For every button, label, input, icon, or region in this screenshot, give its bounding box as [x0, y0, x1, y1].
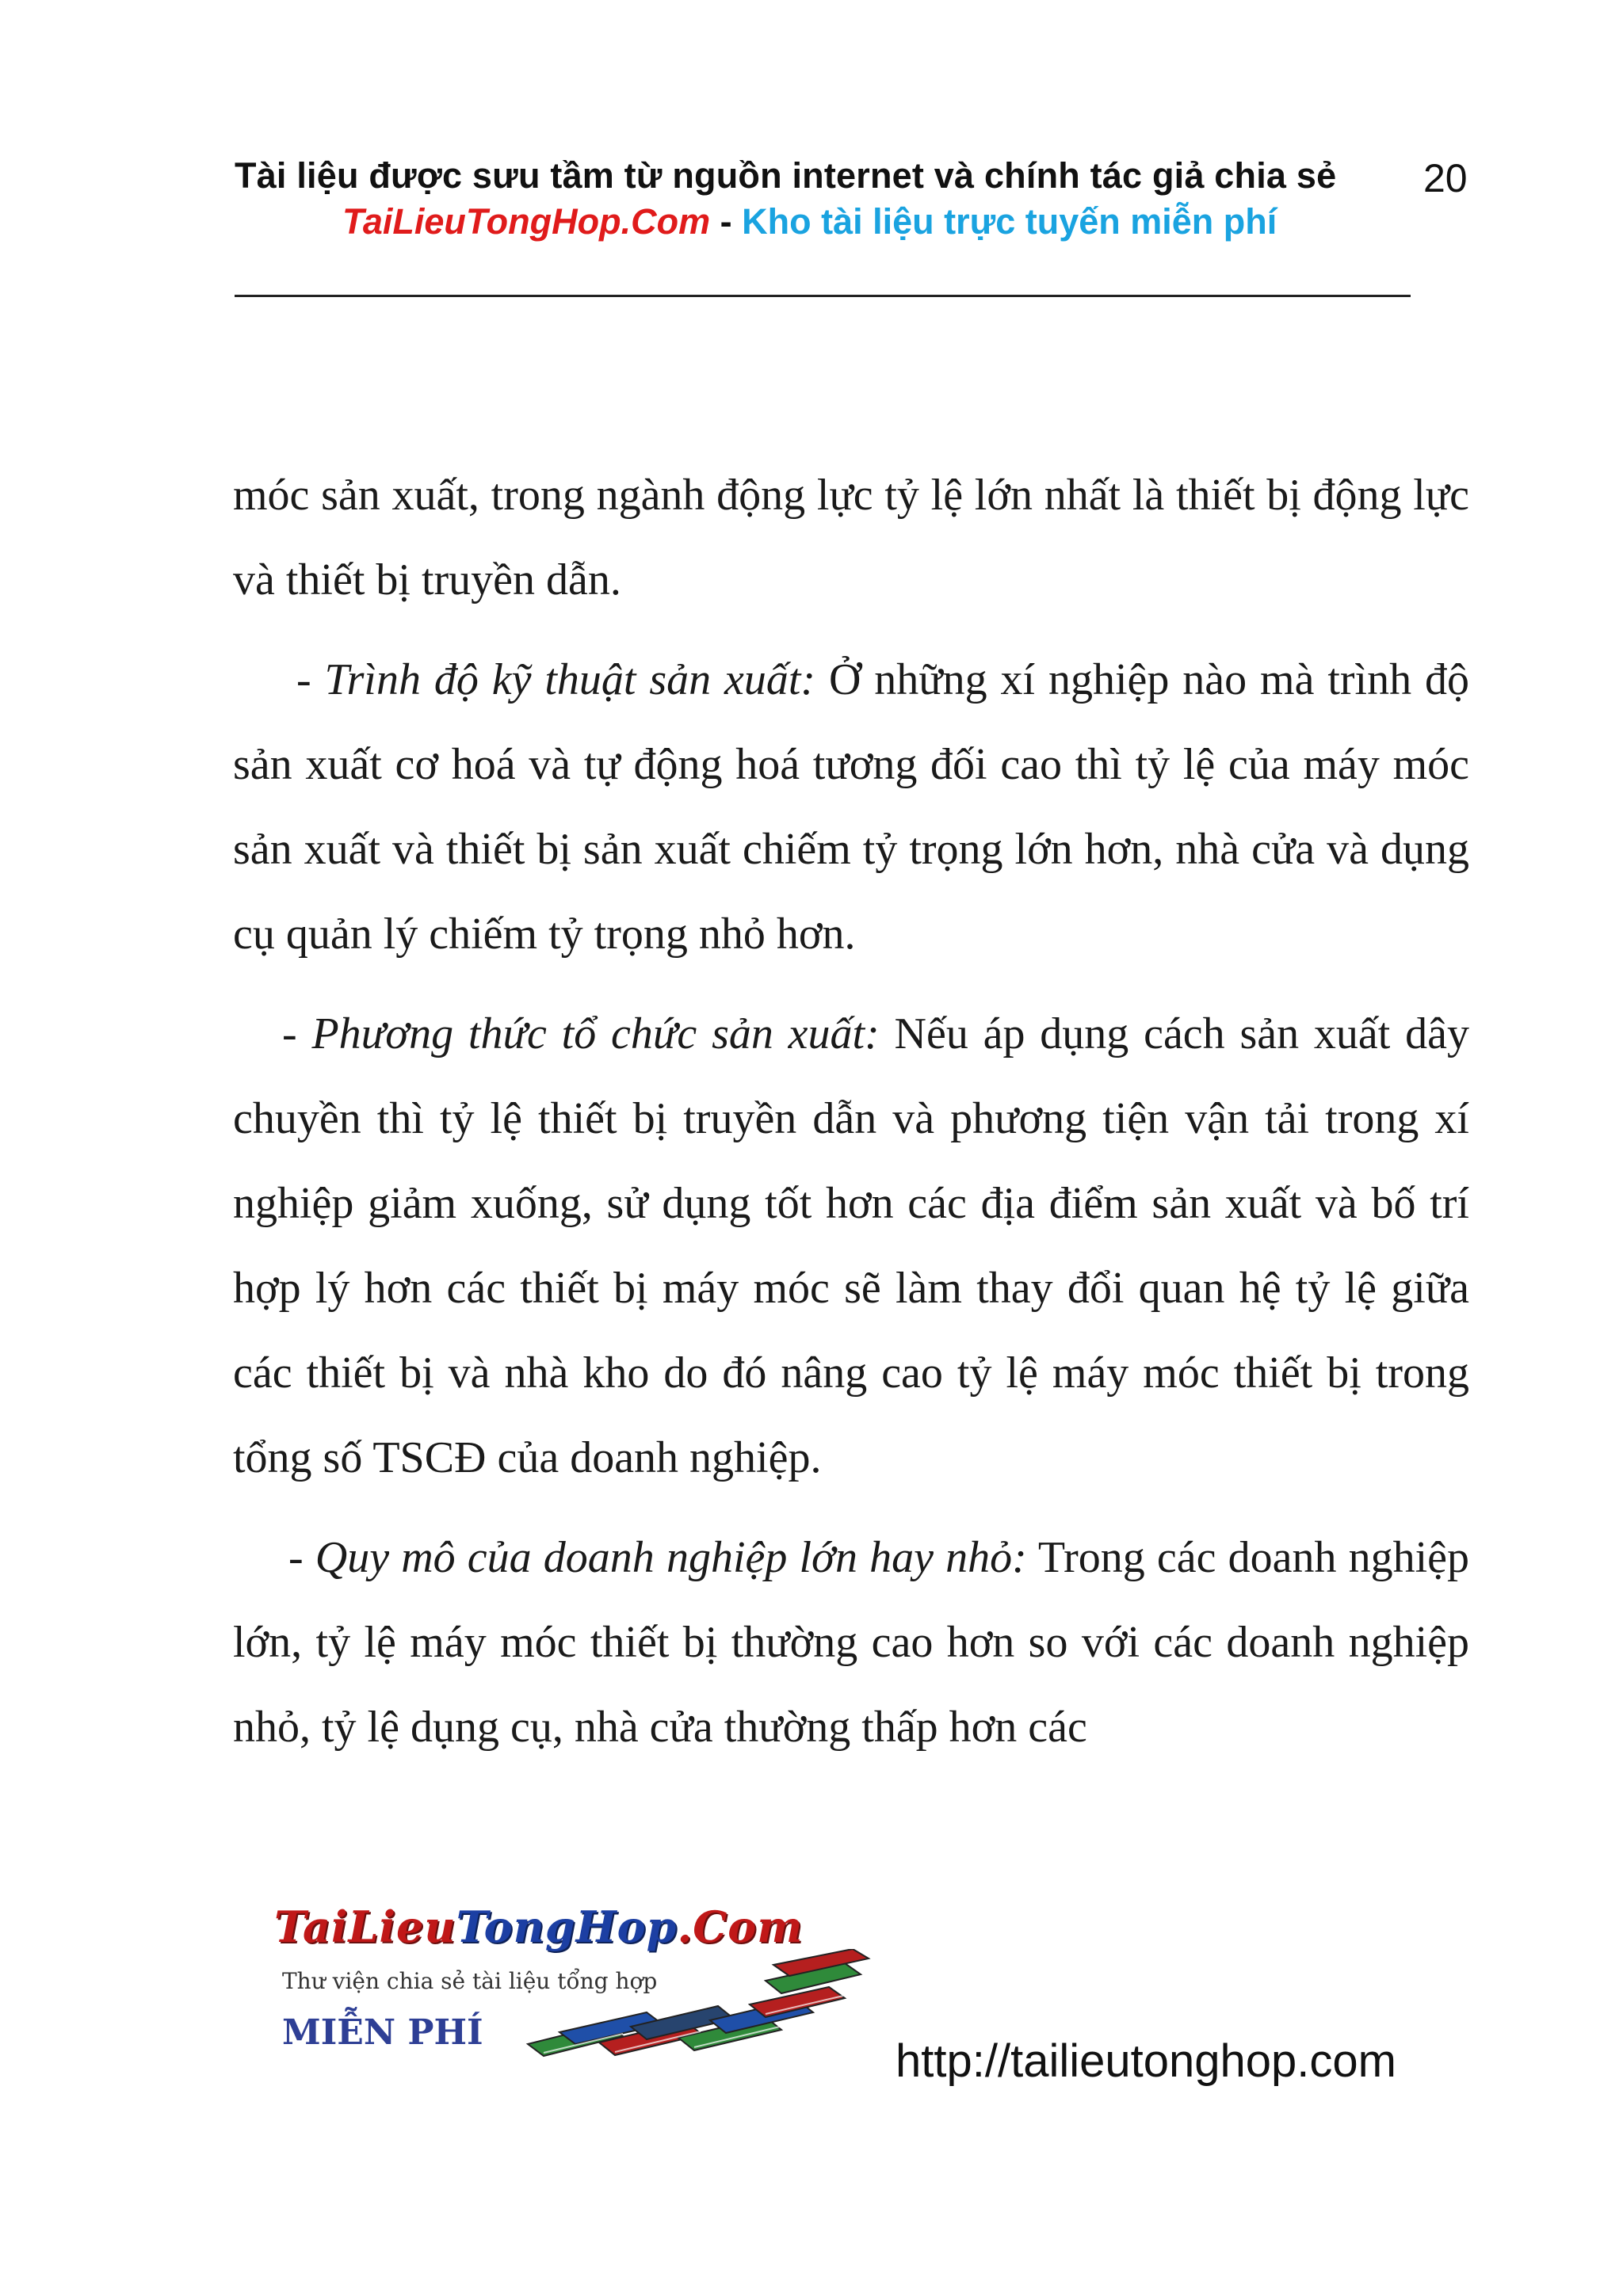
header-source-note: Tài liệu được sưu tầm từ nguồn internet và chính tác giả chia sẻ: [235, 155, 1337, 196]
paragraph-4-text: Trong các doanh nghiệp lớn, tỷ lệ máy móc thiết bị thường cao hơn so với các doanh nghiệp nhỏ, tỷ lệ dụng cụ, nhà cửa thường thấp hơn các: [233, 1533, 1469, 1752]
page-number: 20: [1423, 156, 1468, 200]
header-site-link[interactable]: TaiLieuTongHop.Com: [342, 201, 711, 242]
header-separator: -: [710, 201, 743, 242]
paragraph-4-lead: -: [288, 1533, 315, 1582]
logo-free-label: MIỄN PHÍ: [282, 2012, 483, 2053]
paragraph-2: [233, 638, 1469, 977]
books-icon: [512, 1949, 876, 2060]
paragraph-3-term: Phương thức tổ chức sản xuất:: [311, 1009, 880, 1058]
paragraph-2-term: Trình độ kỹ thuật sản xuất:: [324, 655, 816, 704]
footer-url-link[interactable]: http://tailieutonghop.com: [896, 2035, 1396, 2087]
logo-subtitle: Thư viện chia sẻ tài liệu tổng hợp: [282, 1968, 658, 1994]
header-tagline: Kho tài liệu trực tuyến miễn phí: [742, 201, 1277, 242]
paragraph-4: [233, 1516, 1469, 1770]
logo-title: [274, 1901, 803, 1952]
paragraph-2-lead: -: [296, 655, 325, 704]
logo-title-part1: TaiLieu: [274, 1901, 456, 1952]
site-logo[interactable]: [274, 1901, 884, 2060]
paragraph-3: [233, 992, 1469, 1501]
paragraph-3-text: Nếu áp dụng cách sản xuất dây chuyền thì tỷ lệ thiết bị truyền dẫn và phương tiện vận tải trong xí nghiệp giảm xuống, sử dụng tốt hơn các địa điểm sản xuất và bố trí hợp lý hơn các thiết bị máy móc sẽ làm thay đổi quan hệ tỷ lệ giữa các thiết bị và nhà kho do đó nâng cao tỷ lệ máy móc thiết bị trong tổng số TSCĐ của doanh nghiệp.: [233, 1009, 1469, 1482]
paragraph-1: móc sản xuất, trong ngành động lực tỷ lệ lớn nhất là thiết bị động lực và thiết bị truyền dẫn.: [233, 471, 1469, 605]
header-divider: [235, 295, 1411, 297]
paragraph-3-lead: -: [282, 1009, 312, 1058]
header-site-line: [342, 201, 1277, 242]
paragraph-4-term: Quy mô của doanh nghiệp lớn hay nhỏ:: [315, 1533, 1027, 1582]
logo-title-part3: .Com: [677, 1901, 804, 1952]
logo-title-part2: TongHop: [456, 1901, 678, 1952]
paragraph-2-text: Ở những xí nghiệp nào mà trình độ sản xuất cơ hoá và tự động hoá tương đối cao thì tỷ lệ của máy móc sản xuất và thiết bị sản xuất chiếm tỷ trọng lớn hơn, nhà cửa và dụng cụ quản lý chiếm tỷ trọng nhỏ hơn.: [233, 655, 1470, 959]
document-body: [233, 453, 1469, 1785]
